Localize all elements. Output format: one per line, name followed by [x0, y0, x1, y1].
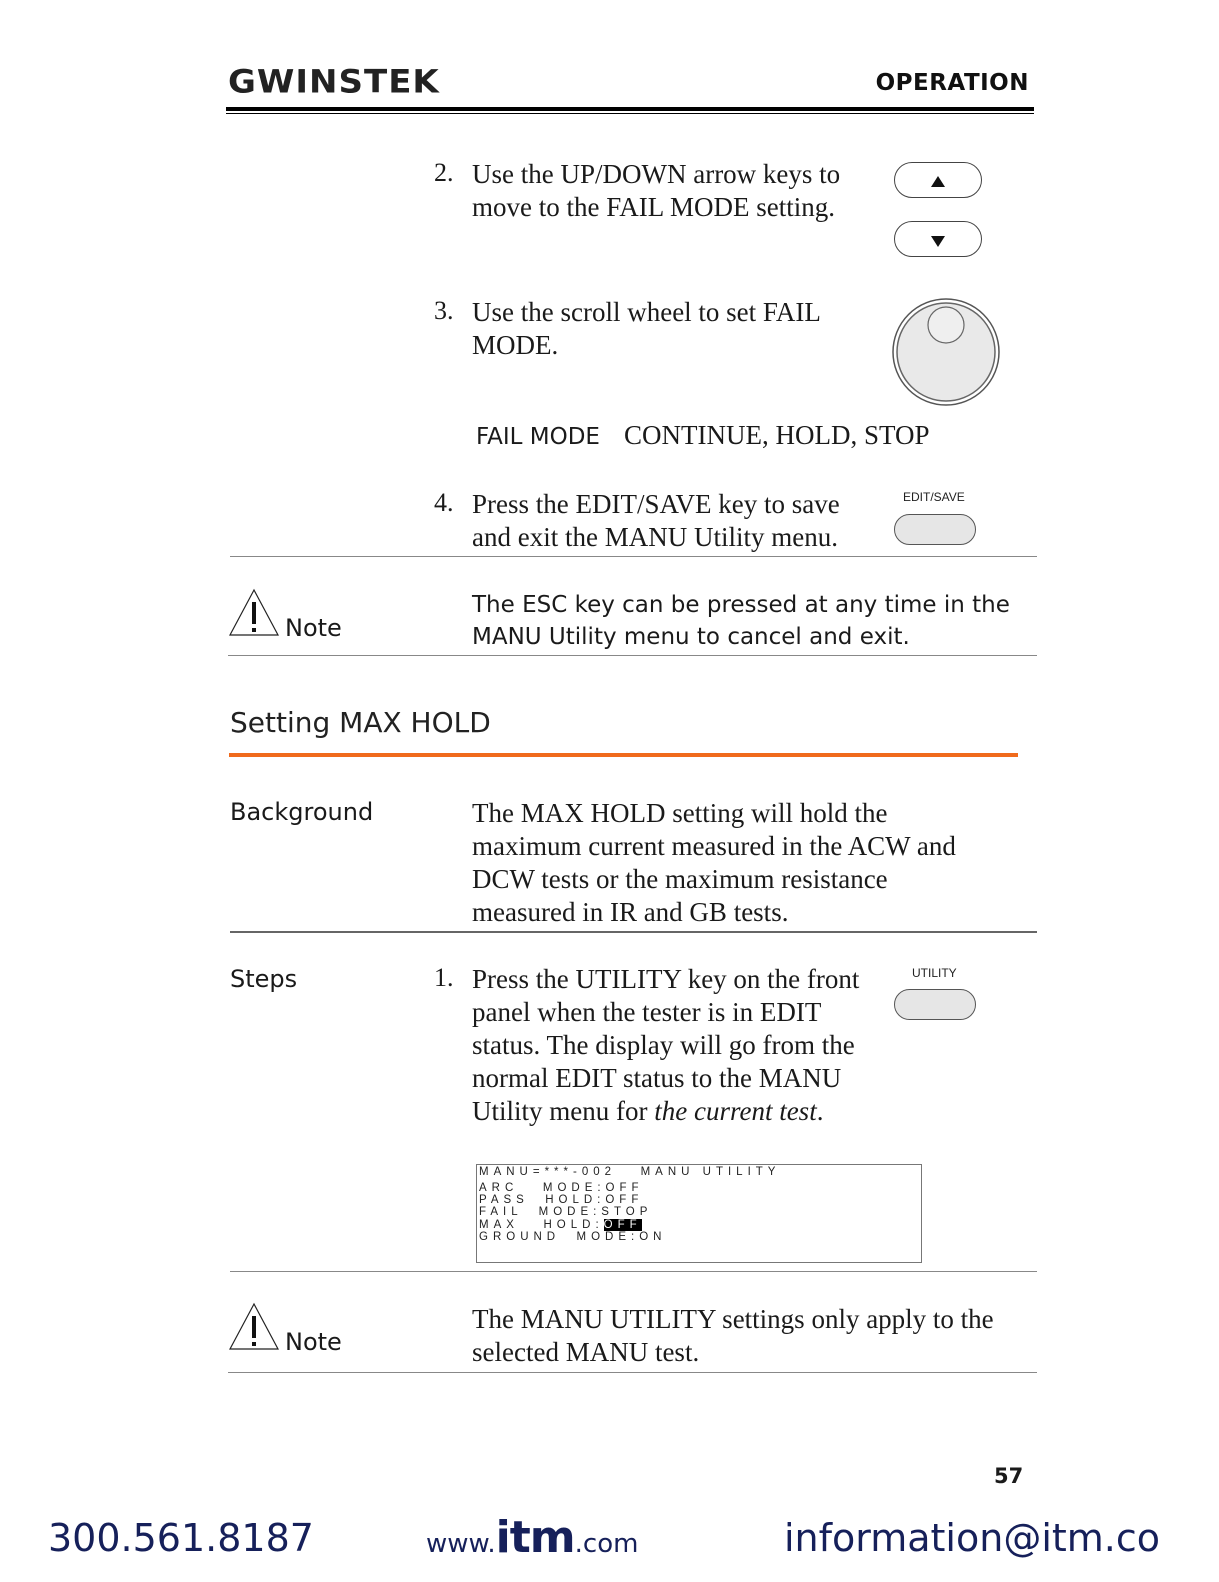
scroll-wheel[interactable] — [890, 296, 1002, 408]
footer-email[interactable]: information@itm.co — [784, 1516, 1161, 1560]
lcd-display — [476, 1164, 922, 1263]
lcd-line: PASS HOLD:OFF — [479, 1194, 644, 1206]
divider — [230, 931, 1037, 933]
step-line: Press the UTILITY key on the front — [472, 964, 860, 994]
lcd-header: MANU=***-002 MANU UTILITY — [479, 1166, 781, 1178]
warning-icon — [229, 588, 279, 638]
lcd-highlight-value: OFF — [603, 1219, 642, 1231]
brand-logo: GWINSTEK — [228, 63, 440, 101]
section-title: Setting MAX HOLD — [230, 706, 491, 739]
step-line: move to the FAIL MODE setting. — [472, 192, 835, 222]
background-text — [472, 797, 956, 929]
step-line-suffix: . — [816, 1096, 824, 1126]
utility-key-label: UTILITY — [912, 966, 957, 980]
section-heading: OPERATION — [875, 70, 1029, 96]
scroll-wheel-icon — [890, 296, 1002, 408]
step-number: 1. — [434, 963, 454, 992]
page-number: 57 — [994, 1464, 1024, 1488]
warning-icon — [229, 1302, 279, 1352]
down-arrow-key[interactable] — [894, 221, 982, 257]
step-line-italic: the current test — [654, 1096, 817, 1126]
step-line — [472, 1095, 859, 1128]
background-line: The MAX HOLD setting will hold the — [472, 798, 888, 828]
lcd-line — [479, 1219, 642, 1231]
lcd-line-prefix: MAX HOLD: — [479, 1219, 604, 1231]
step-number: 3. — [434, 296, 454, 325]
step-number: 4. — [434, 488, 454, 517]
step-line: Press the EDIT/SAVE key to save — [472, 489, 840, 519]
background-line: maximum current measured in the ACW and — [472, 831, 956, 861]
lcd-line: FAIL MODE:STOP — [479, 1206, 653, 1218]
footer-www: www. — [426, 1529, 496, 1559]
fail-mode-label: FAIL MODE — [476, 424, 600, 450]
header-rule-thin — [226, 113, 1034, 114]
utility-key[interactable] — [894, 989, 976, 1020]
steps-label: Steps — [230, 965, 298, 993]
step-line: Use the UP/DOWN arrow keys to — [472, 159, 841, 189]
background-line: measured in IR and GB tests. — [472, 897, 789, 927]
note-line: MANU Utility menu to cancel and exit. — [472, 624, 910, 650]
step-line-prefix: Utility menu for — [472, 1096, 655, 1126]
divider — [228, 1372, 1037, 1373]
divider — [230, 1271, 1037, 1272]
divider — [228, 655, 1037, 656]
note-line: The ESC key can be pressed at any time in the — [472, 592, 1010, 618]
note-label: Note — [285, 614, 342, 642]
note-text — [472, 589, 1010, 653]
step-text — [472, 296, 821, 362]
background-label: Background — [230, 798, 374, 826]
step-line: and exit the MANU Utility menu. — [472, 522, 838, 552]
footer-website[interactable] — [426, 1512, 638, 1563]
section-title-rule — [229, 753, 1018, 757]
fail-mode-options: CONTINUE, HOLD, STOP — [624, 420, 930, 450]
step-line: normal EDIT status to the MANU — [472, 1063, 842, 1093]
step-line: panel when the tester is in EDIT — [472, 997, 822, 1027]
up-arrow-icon — [895, 163, 981, 197]
down-arrow-icon — [895, 222, 981, 256]
step-line: Use the scroll wheel to set FAIL — [472, 297, 821, 327]
edit-save-key-label: EDIT/SAVE — [903, 490, 965, 504]
step-text — [472, 488, 840, 554]
step-line: MODE. — [472, 330, 559, 360]
edit-save-key[interactable] — [894, 514, 976, 545]
note-line: selected MANU test. — [472, 1337, 700, 1367]
footer-phone[interactable]: 300.561.8187 — [48, 1516, 314, 1560]
up-arrow-key[interactable] — [894, 162, 982, 198]
step-text — [472, 158, 840, 224]
step-number: 2. — [434, 158, 454, 187]
step-text — [472, 963, 859, 1128]
lcd-line: GROUND MODE:ON — [479, 1231, 667, 1243]
footer-com: .com — [574, 1529, 639, 1559]
note-label: Note — [285, 1328, 342, 1356]
lcd-line: ARC MODE:OFF — [479, 1182, 644, 1194]
step-line: status. The display will go from the — [472, 1030, 855, 1060]
note-text — [472, 1303, 994, 1369]
divider — [230, 556, 1037, 557]
footer-itm-logo: itm — [495, 1512, 575, 1563]
note-line: The MANU UTILITY settings only apply to the — [472, 1304, 994, 1334]
background-line: DCW tests or the maximum resistance — [472, 864, 888, 894]
header-rule — [226, 107, 1034, 111]
